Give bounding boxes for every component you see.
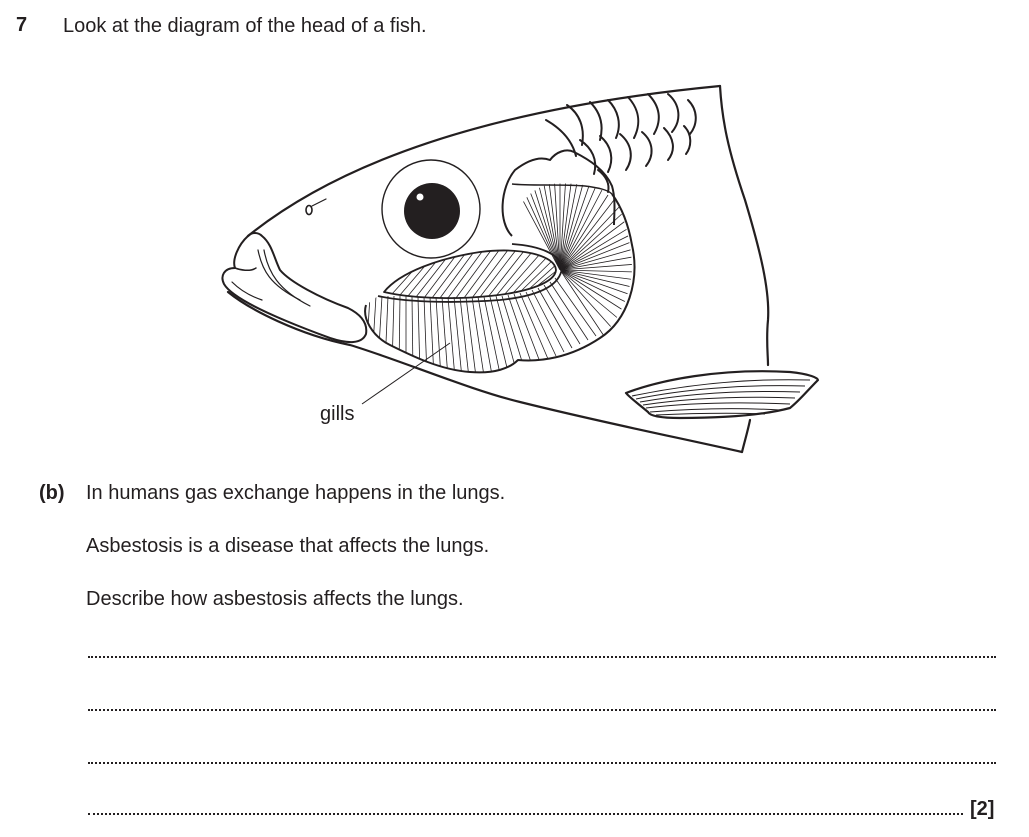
mouth — [222, 233, 366, 342]
gills-label: gills — [320, 403, 355, 425]
question-stem: Look at the diagram of the head of a fish. — [63, 15, 427, 37]
part-b-prompt: Describe how asbestosis affects the lungs. — [86, 588, 464, 610]
head-outline-back — [720, 86, 768, 365]
eye-icon — [404, 183, 460, 239]
scales — [546, 94, 696, 192]
pectoral-fin — [626, 371, 818, 418]
answer-line-3[interactable] — [88, 762, 996, 764]
part-b-info: Asbestosis is a disease that affects the lungs. — [86, 535, 490, 557]
answer-line-4[interactable] — [88, 813, 963, 815]
marks-badge: [2] — [970, 798, 995, 820]
part-b-label: (b) — [39, 482, 65, 504]
gill-cover — [503, 150, 615, 236]
question-number: 7 — [16, 14, 28, 36]
answer-line-1[interactable] — [88, 656, 996, 658]
part-b-context: In humans gas exchange happens in the lungs. — [86, 482, 506, 504]
answer-line-2[interactable] — [88, 709, 996, 711]
nostril — [306, 206, 312, 215]
gill-filaments — [365, 194, 634, 372]
